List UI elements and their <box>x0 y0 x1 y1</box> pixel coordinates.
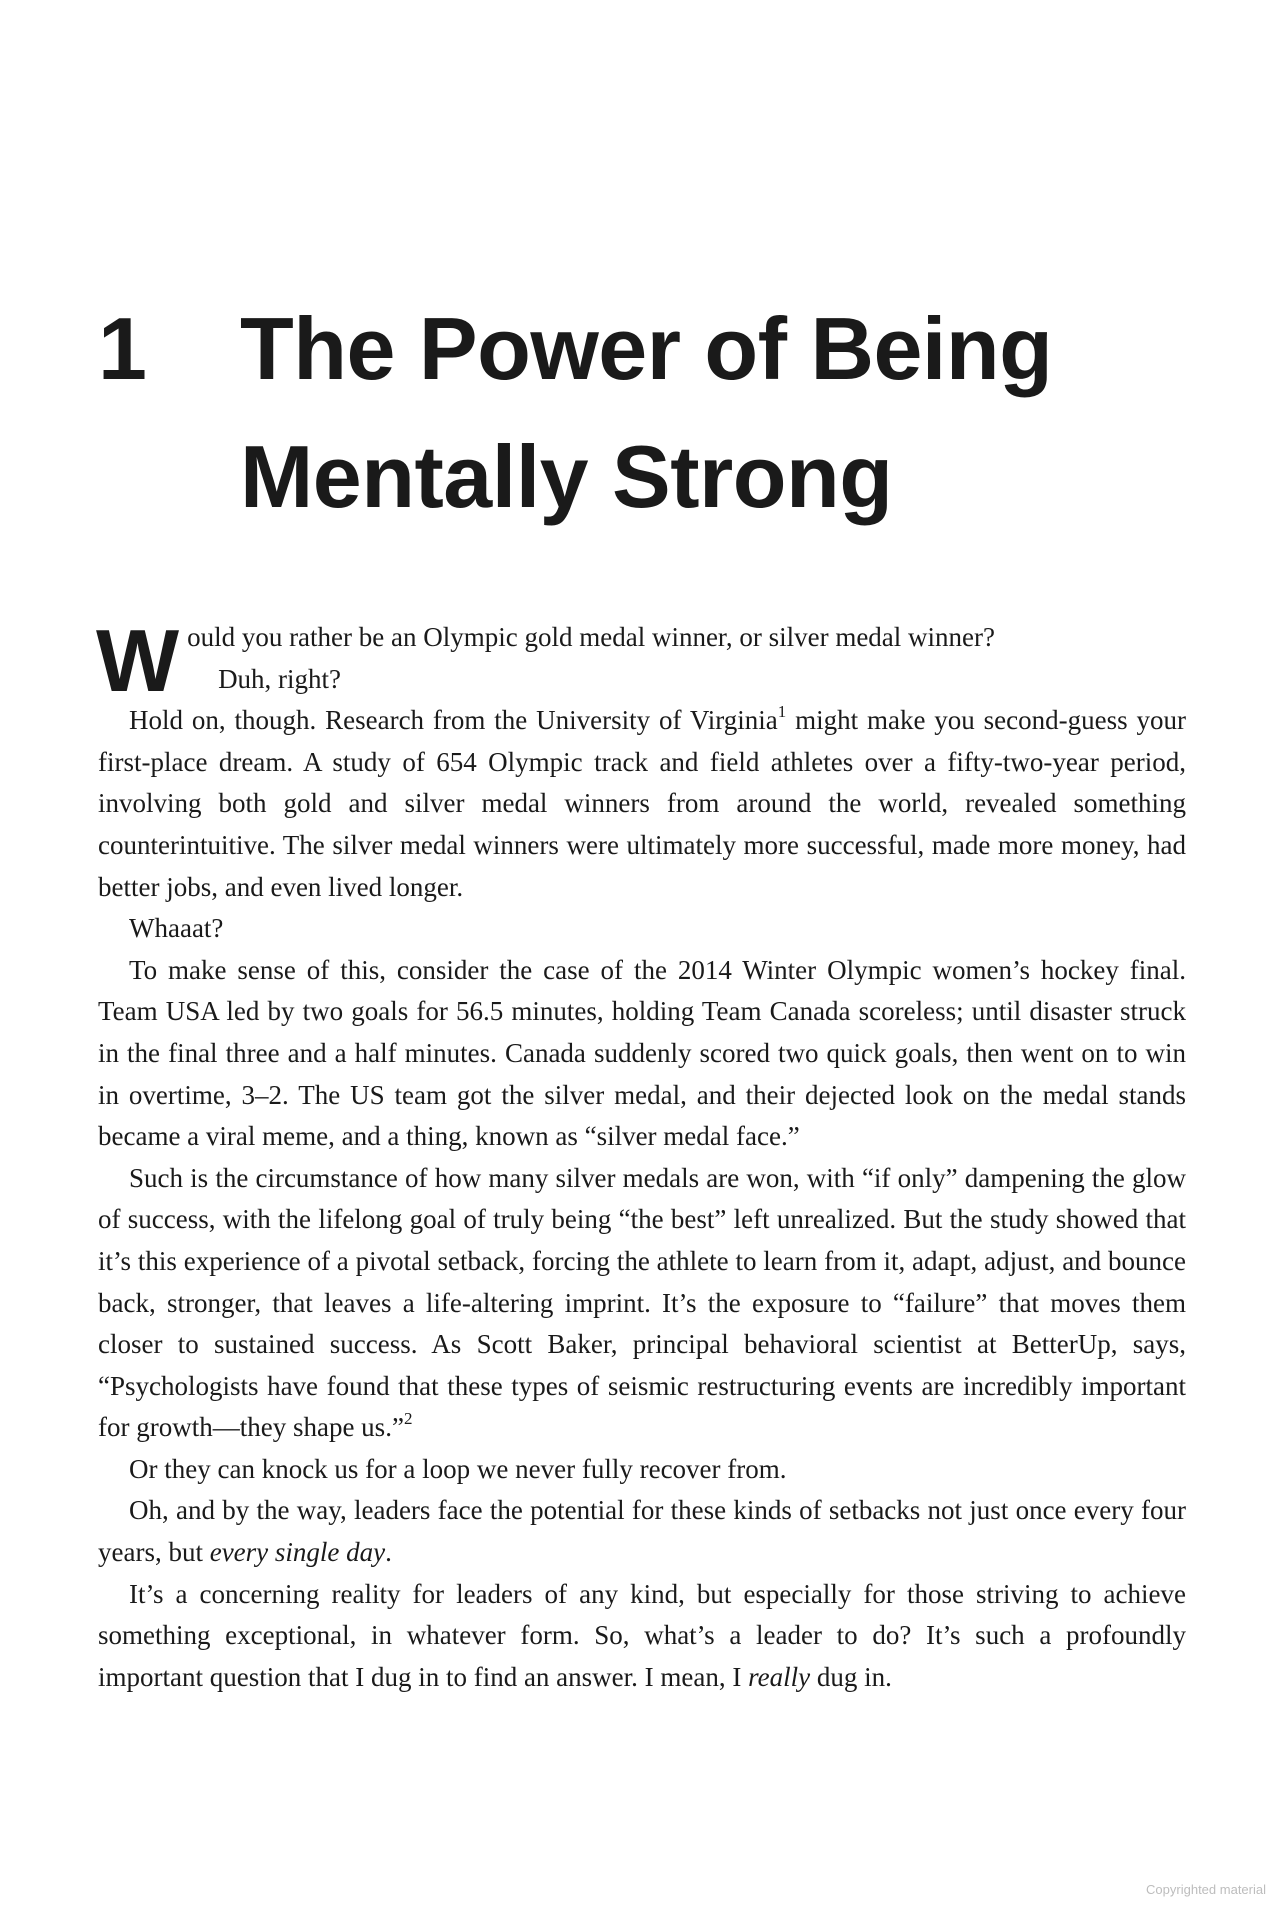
drop-cap: W <box>96 611 180 710</box>
paragraph-text: Or they can knock us for a loop we never fully recover from. <box>129 1453 787 1484</box>
paragraph-text: It’s a concerning reality for leaders of any kind, but especially for those striving to achieve something exceptional, in whatever form. So, what’s a leader to do? It’s such a profoundly important question that I dug in to find an answer. I mean, I <box>98 1578 1186 1692</box>
emphasis-text: really <box>748 1661 811 1692</box>
paragraph-text: Such is the circumstance of how many silver medals are won, with “if only” dampening the glow of success, with the lifelong goal of truly being “the best” left unrealized. But the study showed that it’s this experience of a pivotal setback, forcing the athlete to learn from it, adapt, adjust, and bounce back, stronger, that leaves a life-altering imprint. It’s the exposure to “failure” that moves them closer to sustained success. As Scott Baker, principal behavioral scientist at BetterUp, says, “Psychologists have found that these types of seismic restructuring events are incredibly important for growth—they shape us.” <box>98 1162 1186 1443</box>
paragraph-text: Whaaat? <box>129 913 224 944</box>
paragraph <box>98 1158 1186 1449</box>
paragraph-opening <box>96 611 1186 710</box>
paragraph-text: ould you rather be an Olympic gold medal winner, or silver medal winner? <box>187 622 995 652</box>
footnote-marker: 2 <box>403 1409 413 1429</box>
paragraph-text: Duh, right? <box>218 663 342 694</box>
paragraph <box>98 908 1186 950</box>
paragraph-text: might make you second-guess your first-place dream. A study of 654 Olympic track and field athletes over a fifty-two-year period, involving both gold and silver medal winners from around the world, revealed something counterintuitive. The silver medal winners were ultimately more successful, made more money, had better jobs, and even lived longer. <box>98 705 1186 902</box>
paragraph-text: Hold on, though. Research from the University of Virginia <box>129 705 778 736</box>
emphasis-text: every single day <box>209 1537 386 1568</box>
paragraph <box>98 1490 1186 1573</box>
paragraph-text: Oh, and by the way, leaders face the potential for these kinds of setbacks not just once every four years, but <box>98 1495 1186 1568</box>
paragraph-text: To make sense of this, consider the case of the 2014 Winter Olympic women’s hockey final. Team USA led by two goals for 56.5 minutes, holding Team Canada scoreless; until disaster struck in the final three and a half minutes. Canada suddenly scored two quick goals, then went on to win in overtime, 3–2. The US team got the silver medal, and their dejected look on the medal stands became a viral meme, and a thing, known as “silver medal face.” <box>98 954 1186 1152</box>
paragraph-text: dug in. <box>810 1661 892 1692</box>
copyright-notice: Copyrighted material <box>1146 1882 1266 1897</box>
paragraph <box>98 1574 1186 1699</box>
chapter-title: The Power of Being Mentally Strong <box>240 299 1053 526</box>
paragraph-text: . <box>385 1537 392 1568</box>
chapter-number: 1 <box>98 299 147 398</box>
paragraph <box>98 700 1186 908</box>
paragraph <box>98 1449 1186 1491</box>
footnote-marker: 1 <box>777 702 787 722</box>
chapter-body <box>96 611 1186 1698</box>
paragraph <box>98 950 1186 1158</box>
